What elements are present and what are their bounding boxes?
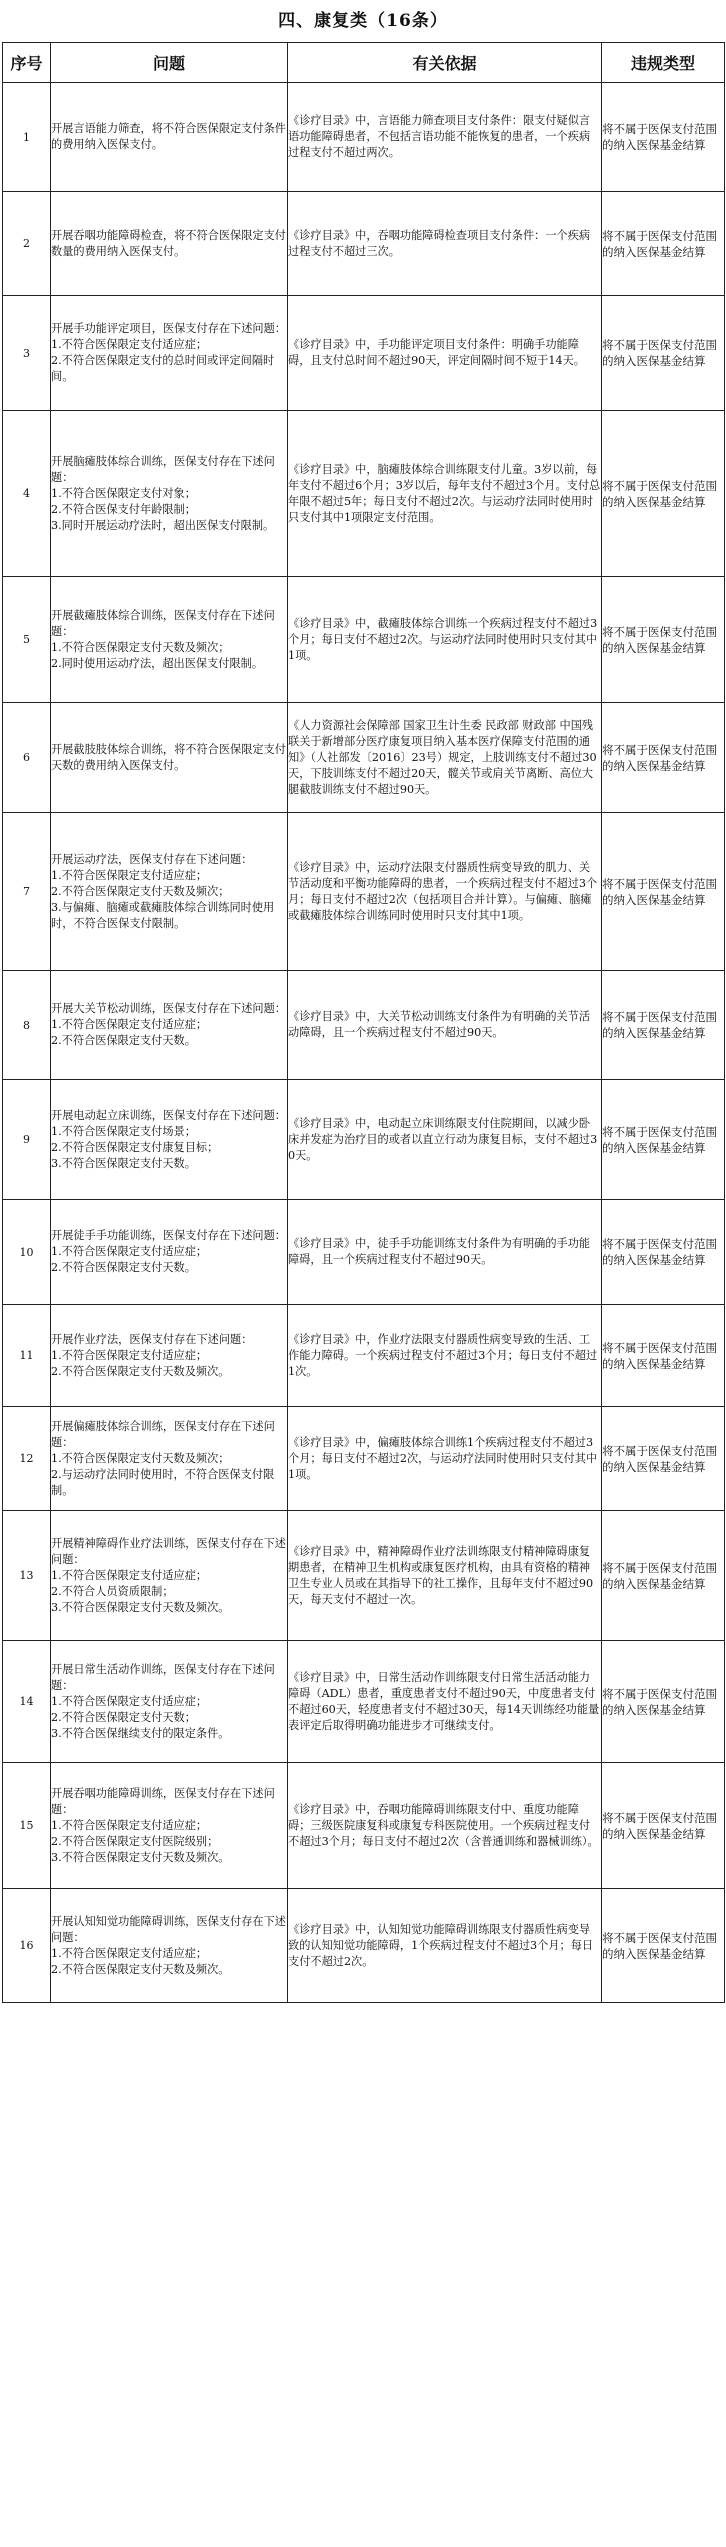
row-violation-type: 将不属于医保支付范围的纳入医保基金结算 — [602, 1641, 725, 1763]
row-issue: 开展电动起立床训练，医保支付存在下述问题： 1.不符合医保限定支付场景； 2.不符合医保限定支付康复目标； 3.不符合医保限定支付天数。 — [51, 1080, 288, 1200]
row-basis: 《诊疗目录》中，脑瘫肢体综合训练限支付儿童。3岁以前，每年支付不超过6个月；3岁以后，每年支付不超过3个月。支付总年限不超过5年；每日支付不超过2次。与运动疗法同时使用时只支付其中1项限定支付范围。 — [288, 411, 602, 577]
row-basis: 《诊疗目录》中，日常生活动作训练限支付日常生活活动能力障碍（ADL）患者，重度患者支付不超过90天，中度患者支付不超过60天，轻度患者支付不超过30天，每14天训练经功能量表评定后取得明确功能进步才可继续支付。 — [288, 1641, 602, 1763]
row-number: 9 — [3, 1080, 51, 1200]
row-violation-type: 将不属于医保支付范围的纳入医保基金结算 — [602, 1763, 725, 1889]
table-body — [3, 83, 725, 2003]
row-violation-type: 将不属于医保支付范围的纳入医保基金结算 — [602, 577, 725, 703]
row-basis: 《诊疗目录》中，运动疗法限支付器质性病变导致的肌力、关节活动度和平衡功能障碍的患者，一个疾病过程支付不超过3个月；每日支付不超过2次（包括项目合并计算）。与偏瘫、脑瘫或截瘫肢体综合训练同时使用时只支付其中1项。 — [288, 813, 602, 971]
row-basis: 《诊疗目录》中，偏瘫肢体综合训练1个疾病过程支付不超过3个月；每日支付不超过2次，与运动疗法同时使用时只支付其中1项。 — [288, 1407, 602, 1511]
row-basis: 《诊疗目录》中，精神障碍作业疗法训练限支付精神障碍康复期患者，在精神卫生机构或康复医疗机构，由具有资格的精神卫生专业人员或在其指导下的社工操作，且每年支付不超过90天，每天支付不超过一次。 — [288, 1511, 602, 1641]
row-basis: 《诊疗目录》中，大关节松动训练支付条件为有明确的关节活动障碍，且一个疾病过程支付不超过90天。 — [288, 971, 602, 1080]
row-number: 13 — [3, 1511, 51, 1641]
row-basis: 《诊疗目录》中，言语能力筛查项目支付条件：限支付疑似言语功能障碍患者，不包括言语功能不能恢复的患者，一个疾病过程支付不超过两次。 — [288, 83, 602, 192]
table-row — [3, 1763, 725, 1889]
row-violation-type: 将不属于医保支付范围的纳入医保基金结算 — [602, 192, 725, 296]
row-basis: 《诊疗目录》中，认知知觉功能障碍训练限支付器质性病变导致的认知知觉功能障碍，1个疾病过程支付不超过3个月；每日支付不超过2次。 — [288, 1889, 602, 2003]
row-number: 4 — [3, 411, 51, 577]
row-issue: 开展言语能力筛查，将不符合医保限定支付条件的费用纳入医保支付。 — [51, 83, 288, 192]
table-row — [3, 411, 725, 577]
table-row — [3, 1407, 725, 1511]
table-row — [3, 1889, 725, 2003]
row-number: 12 — [3, 1407, 51, 1511]
row-violation-type: 将不属于医保支付范围的纳入医保基金结算 — [602, 703, 725, 813]
row-number: 10 — [3, 1200, 51, 1305]
row-violation-type: 将不属于医保支付范围的纳入医保基金结算 — [602, 1305, 725, 1407]
table-header-row — [3, 43, 725, 83]
row-issue: 开展日常生活动作训练，医保支付存在下述问题： 1.不符合医保限定支付适应症； 2.不符合医保限定支付天数； 3.不符合医保继续支付的限定条件。 — [51, 1641, 288, 1763]
row-issue: 开展吞咽功能障碍检查，将不符合医保限定支付数量的费用纳入医保支付。 — [51, 192, 288, 296]
row-number: 8 — [3, 971, 51, 1080]
row-issue: 开展大关节松动训练，医保支付存在下述问题： 1.不符合医保限定支付适应症； 2.不符合医保限定支付天数。 — [51, 971, 288, 1080]
row-violation-type: 将不属于医保支付范围的纳入医保基金结算 — [602, 1200, 725, 1305]
table-row — [3, 1641, 725, 1763]
row-number: 1 — [3, 83, 51, 192]
table-row — [3, 703, 725, 813]
row-violation-type: 将不属于医保支付范围的纳入医保基金结算 — [602, 813, 725, 971]
row-number: 7 — [3, 813, 51, 971]
row-issue: 开展截瘫肢体综合训练，医保支付存在下述问题： 1.不符合医保限定支付天数及频次； 2.同时使用运动疗法，超出医保支付限制。 — [51, 577, 288, 703]
row-issue: 开展认知知觉功能障碍训练，医保支付存在下述问题： 1.不符合医保限定支付适应症； 2.不符合医保限定支付天数及频次。 — [51, 1889, 288, 2003]
table-row — [3, 1080, 725, 1200]
row-issue: 开展徒手手功能训练，医保支付存在下述问题： 1.不符合医保限定支付适应症； 2.不符合医保限定支付天数。 — [51, 1200, 288, 1305]
row-issue: 开展吞咽功能障碍训练，医保支付存在下述问题： 1.不符合医保限定支付适应症； 2.不符合医保限定支付医院级别； 3.不符合医保限定支付天数及频次。 — [51, 1763, 288, 1889]
row-violation-type: 将不属于医保支付范围的纳入医保基金结算 — [602, 1889, 725, 2003]
row-basis: 《诊疗目录》中，截瘫肢体综合训练一个疾病过程支付不超过3个月；每日支付不超过2次。与运动疗法同时使用时只支付其中1项。 — [288, 577, 602, 703]
row-number: 14 — [3, 1641, 51, 1763]
row-violation-type: 将不属于医保支付范围的纳入医保基金结算 — [602, 296, 725, 411]
row-violation-type: 将不属于医保支付范围的纳入医保基金结算 — [602, 1511, 725, 1641]
row-basis: 《人力资源社会保障部 国家卫生计生委 民政部 财政部 中国残联关于新增部分医疗康复项目纳入基本医疗保障支付范围的通知》（人社部发〔2016〕23号）规定，上肢训练支付不超过30天，下肢训练支付不超过20天，髋关节或肩关节离断、高位大腿截肢训练支付不超过90天。 — [288, 703, 602, 813]
row-number: 5 — [3, 577, 51, 703]
table-row — [3, 1511, 725, 1641]
table-row — [3, 296, 725, 411]
row-number: 16 — [3, 1889, 51, 2003]
row-issue: 开展手功能评定项目，医保支付存在下述问题： 1.不符合医保限定支付适应症； 2.不符合医保限定支付的总时间或评定间隔时间。 — [51, 296, 288, 411]
row-violation-type: 将不属于医保支付范围的纳入医保基金结算 — [602, 971, 725, 1080]
row-violation-type: 将不属于医保支付范围的纳入医保基金结算 — [602, 83, 725, 192]
row-number: 11 — [3, 1305, 51, 1407]
table-row — [3, 192, 725, 296]
row-number: 3 — [3, 296, 51, 411]
row-number: 2 — [3, 192, 51, 296]
table-row — [3, 813, 725, 971]
row-issue: 开展运动疗法，医保支付存在下述问题： 1.不符合医保限定支付适应症； 2.不符合医保限定支付天数及频次； 3.与偏瘫、脑瘫或截瘫肢体综合训练同时使用时，不符合医保支付限制。 — [51, 813, 288, 971]
row-number: 6 — [3, 703, 51, 813]
row-basis: 《诊疗目录》中，电动起立床训练限支付住院期间，以减少卧床并发症为治疗目的或者以直立行动为康复目标，支付不超过30天。 — [288, 1080, 602, 1200]
table-row — [3, 971, 725, 1080]
page-title: 四、康复类（16条） — [278, 11, 448, 31]
table-row — [3, 1200, 725, 1305]
header-no: 序号 — [3, 43, 51, 83]
row-issue: 开展精神障碍作业疗法训练，医保支付存在下述问题： 1.不符合医保限定支付适应症； 2.不符合人员资质限制； 3.不符合医保限定支付天数及频次。 — [51, 1511, 288, 1641]
row-issue: 开展偏瘫肢体综合训练，医保支付存在下述问题： 1.不符合医保限定支付天数及频次； 2.与运动疗法同时使用时，不符合医保支付限制。 — [51, 1407, 288, 1511]
row-number: 15 — [3, 1763, 51, 1889]
header-issue: 问题 — [51, 43, 288, 83]
row-violation-type: 将不属于医保支付范围的纳入医保基金结算 — [602, 1080, 725, 1200]
row-basis: 《诊疗目录》中，徒手手功能训练支付条件为有明确的手功能障碍，且一个疾病过程支付不超过90天。 — [288, 1200, 602, 1305]
row-issue: 开展作业疗法，医保支付存在下述问题： 1.不符合医保限定支付适应症； 2.不符合医保限定支付天数及频次。 — [51, 1305, 288, 1407]
header-type: 违规类型 — [602, 43, 725, 83]
row-violation-type: 将不属于医保支付范围的纳入医保基金结算 — [602, 1407, 725, 1511]
row-violation-type: 将不属于医保支付范围的纳入医保基金结算 — [602, 411, 725, 577]
row-basis: 《诊疗目录》中，作业疗法限支付器质性病变导致的生活、工作能力障碍。一个疾病过程支付不超过3个月；每日支付不超过1次。 — [288, 1305, 602, 1407]
row-basis: 《诊疗目录》中，吞咽功能障碍训练限支付中、重度功能障碍；三级医院康复科或康复专科医院使用。一个疾病过程支付不超过3个月；每日支付不超过2次（含普通训练和器械训练）。 — [288, 1763, 602, 1889]
header-basis: 有关依据 — [288, 43, 602, 83]
table-row — [3, 1305, 725, 1407]
row-basis: 《诊疗目录》中，手功能评定项目支付条件：明确手功能障碍，且支付总时间不超过90天，评定间隔时间不短于14天。 — [288, 296, 602, 411]
row-basis: 《诊疗目录》中，吞咽功能障碍检查项目支付条件：一个疾病过程支付不超过三次。 — [288, 192, 602, 296]
row-issue: 开展截肢肢体综合训练，将不符合医保限定支付天数的费用纳入医保支付。 — [51, 703, 288, 813]
rules-table — [2, 42, 725, 2003]
table-row — [3, 83, 725, 192]
table-row — [3, 577, 725, 703]
row-issue: 开展脑瘫肢体综合训练，医保支付存在下述问题： 1.不符合医保限定支付对象； 2.不符合医保支付年龄限制； 3.同时开展运动疗法时，超出医保支付限制。 — [51, 411, 288, 577]
